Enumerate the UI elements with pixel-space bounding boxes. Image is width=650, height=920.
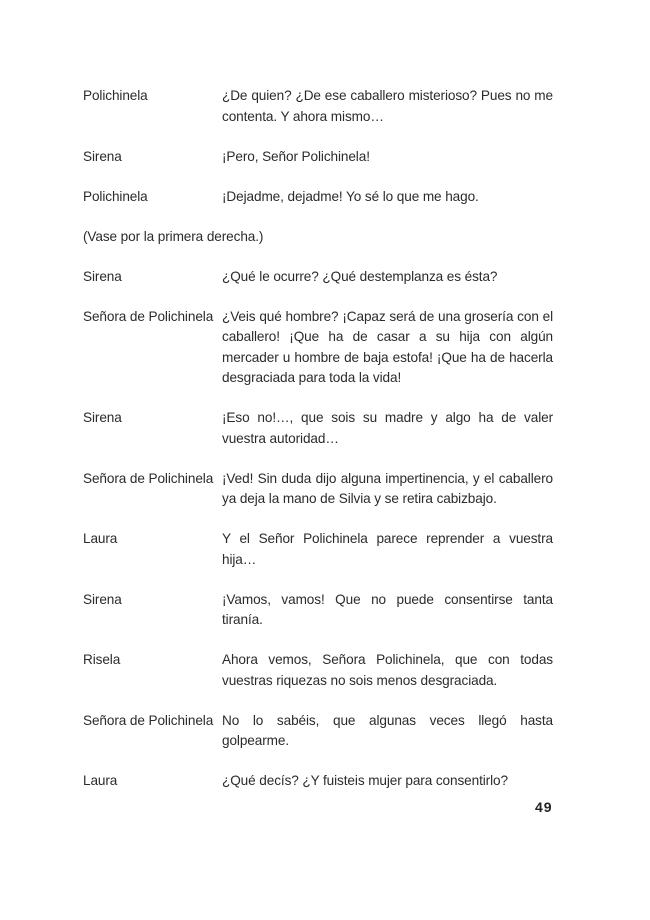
- page-number: 49: [535, 799, 553, 815]
- speaker-name: Sirena: [83, 591, 122, 607]
- dialogue-entry: [83, 86, 553, 127]
- dialogue-line: ¡Ved! Sin duda dijo alguna impertinencia, y el caballero ya deja la mano de Silvia y se retira cabizbajo.: [222, 470, 553, 506]
- dialogue-line: Y el Señor Polichinela parece reprender a vuestra hija…: [222, 531, 553, 567]
- speaker-name: Laura: [83, 531, 118, 546]
- dialogue-entry: [83, 469, 553, 510]
- play-text: [83, 86, 553, 811]
- dialogue-line: ¿De quien? ¿De ese caballero misterioso? Pues no me contenta. Y ahora mismo…: [222, 88, 553, 124]
- dialogue-entry: [83, 147, 553, 168]
- speaker-name: Risela: [83, 652, 121, 667]
- speaker-name: Polichinela: [83, 88, 148, 103]
- speaker-name: Señora de Polichinela: [83, 712, 214, 728]
- speaker-name: Sirena: [83, 410, 122, 425]
- speaker-name: Polichinela: [83, 188, 148, 204]
- dialogue-line: ¡Dejadme, dejadme! Yo sé lo que me hago.: [222, 188, 479, 204]
- dialogue-entry: [83, 529, 553, 570]
- dialogue-entry: [83, 267, 553, 288]
- speaker-name: Laura: [83, 773, 118, 788]
- dialogue-entry: [83, 307, 553, 389]
- dialogue-entry: [83, 408, 553, 449]
- dialogue-line: ¡Eso no!…, que sois su madre y algo ha de valer vuestra autoridad…: [222, 410, 553, 446]
- speaker-name: Señora de Polichinela: [83, 470, 214, 486]
- dialogue-entry: [83, 771, 553, 792]
- dialogue-line: No lo sabéis, que algunas veces llegó hasta golpearme.: [222, 712, 553, 748]
- dialogue-line: ¿Qué decís? ¿Y fuisteis mujer para consentirlo?: [222, 773, 508, 788]
- dialogue-line: ¡Vamos, vamos! Que no puede consentirse tanta tiranía.: [222, 591, 553, 627]
- speaker-name: Señora de Polichinela: [83, 308, 214, 324]
- dialogue-line: ¿Qué le ocurre? ¿Qué destemplanza es ésta?: [222, 268, 498, 284]
- dialogue-line: Ahora vemos, Señora Polichinela, que con todas vuestras riquezas no sois menos desgraciada.: [222, 652, 553, 688]
- speaker-name: Sirena: [83, 268, 122, 284]
- dialogue-line: ¡Pero, Señor Polichinela!: [222, 148, 370, 164]
- dialogue-entry: [83, 650, 553, 691]
- dialogue-entry: [83, 187, 553, 208]
- speaker-name: Sirena: [83, 148, 122, 164]
- dialogue-line: ¿Veis qué hombre? ¡Capaz será de una grosería con el caballero! ¡Que ha de casar a su hija con algún mercader u hombre de baja estofa! ¡Que ha de hacerla desgraciada para toda la vida!: [222, 308, 553, 385]
- dialogue-entry: [83, 711, 553, 752]
- stage-direction: (Vase por la primera derecha.): [83, 228, 264, 244]
- dialogue-entry: [83, 590, 553, 631]
